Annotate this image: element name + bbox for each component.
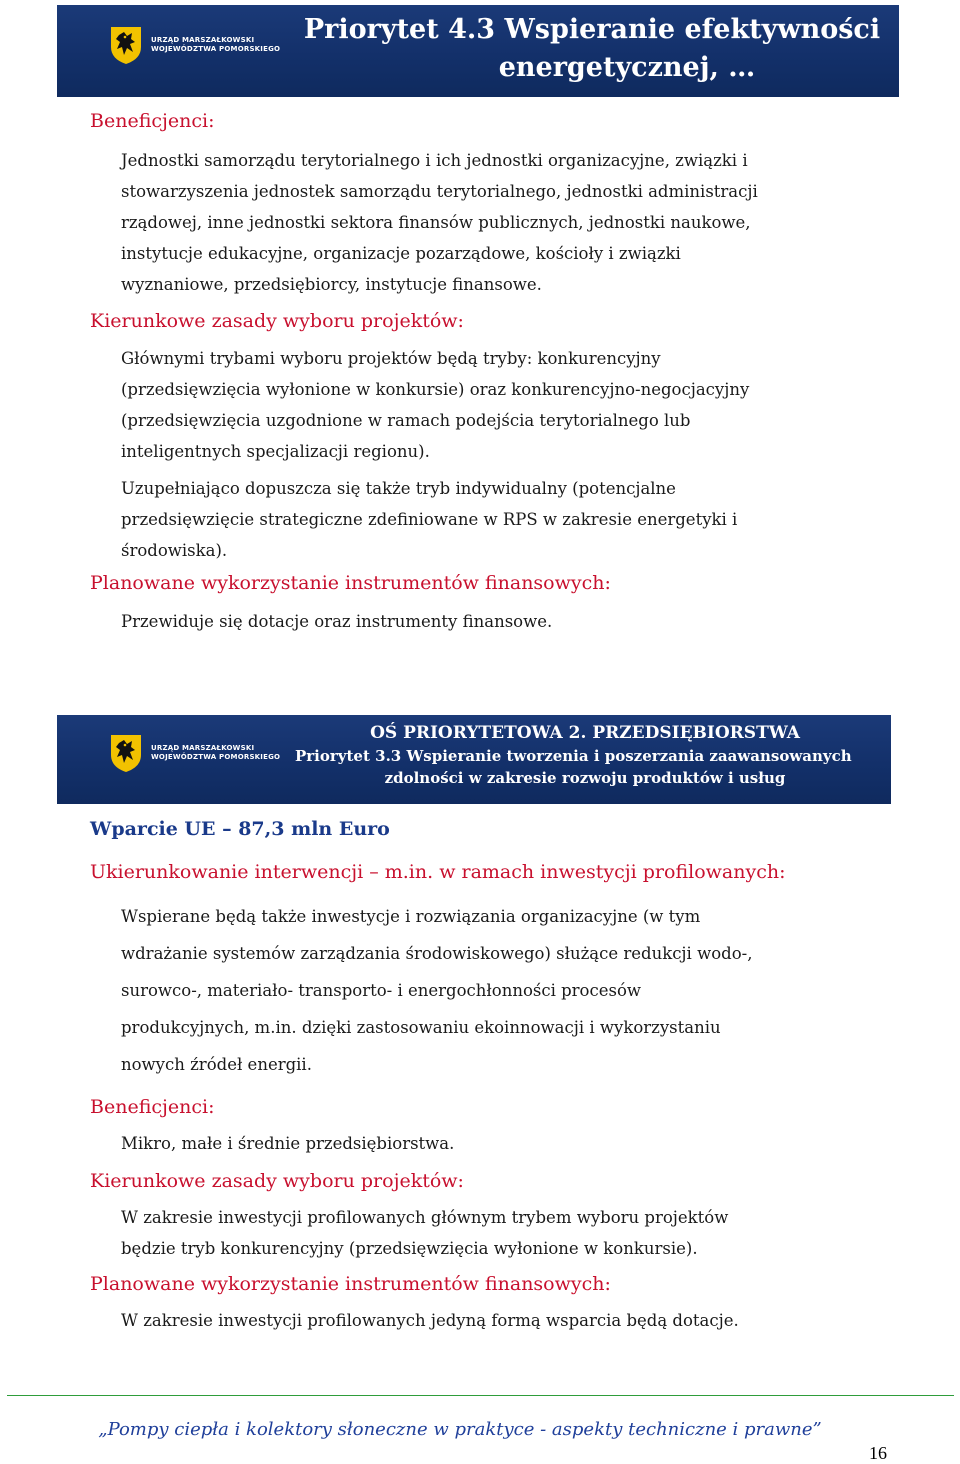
text-line: inteligentnych specjalizacji regionu). — [121, 442, 430, 461]
text-line: rządowej, inne jednostki sektora finansów publicznych, jednostki naukowe, — [121, 213, 751, 232]
paragraph-zasady-uzupelniajaco — [121, 473, 737, 566]
griffin-crest-icon — [109, 25, 143, 65]
text-line: Głównymi trybami wyboru projektów będą tryby: konkurencyjny — [121, 349, 661, 368]
text-line: będzie tryb konkurencyjny (przedsięwzięcia wyłonione w konkursie). — [121, 1239, 698, 1258]
text-line: surowco-, materiało- transporto- i energochłonności procesów — [121, 981, 642, 1000]
griffin-crest-icon — [109, 733, 143, 773]
paragraph-zasady — [121, 343, 749, 467]
slide-title-priorytet-line-2: zdolności w zakresie rozwoju produktów i usług — [384, 769, 786, 787]
logo-line-2: WOJEWÓDZTWA POMORSKIEGO — [151, 753, 281, 761]
paragraph-instrumenty — [121, 1305, 739, 1336]
slide-priorytet-4-3 — [57, 5, 899, 655]
paragraph-beneficjenci — [121, 1128, 454, 1159]
paragraph-beneficjenci — [121, 145, 758, 300]
text-line: nowych źródeł energii. — [121, 1055, 312, 1074]
slide-title-priorytet-line-1: Priorytet 3.3 Wspieranie tworzenia i poszerzania zaawansowanych — [295, 747, 852, 765]
paragraph-instrumenty — [121, 606, 552, 637]
heading-ukierunkowanie: Ukierunkowanie interwencji – m.in. w ramach inwestycji profilowanych: — [90, 861, 786, 883]
text-line: instytucje edukacyjne, organizacje pozarządowe, kościoły i związki — [121, 244, 681, 263]
text-line: (przedsięwzięcia uzgodnione w ramach podejścia terytorialnego lub — [121, 411, 691, 430]
text-line: Mikro, małe i średnie przedsiębiorstwa. — [121, 1134, 455, 1153]
text-line: W zakresie inwestycji profilowanych jedyną formą wsparcia będą dotacje. — [121, 1311, 739, 1330]
logo-line-1: URZĄD MARSZAŁKOWSKI — [151, 36, 255, 44]
slide-header-banner — [57, 715, 891, 804]
logo-line-2: WOJEWÓDZTWA POMORSKIEGO — [151, 45, 281, 53]
text-line: produkcyjnych, m.in. dzięki zastosowaniu ekoinnowacji i wykorzystaniu — [121, 1018, 721, 1037]
text-line: W zakresie inwestycji profilowanych głównym trybem wyboru projektów — [121, 1208, 729, 1227]
text-line: środowiska). — [121, 541, 228, 560]
paragraph-zasady — [121, 1202, 728, 1264]
paragraph-ukierunkowanie — [121, 898, 752, 1083]
slide-priorytet-3-3 — [57, 715, 891, 1345]
heading-instrumenty: Planowane wykorzystanie instrumentów finansowych: — [90, 1273, 611, 1295]
text-line: wdrażanie systemów zarządzania środowiskowego) służące redukcji wodo-, — [121, 944, 753, 963]
text-line: stowarzyszenia jednostek samorządu terytorialnego, jednostki administracji — [121, 182, 758, 201]
text-line: Przewiduje się dotacje oraz instrumenty finansowe. — [121, 612, 553, 631]
page-number: 16 — [869, 1443, 887, 1463]
text-line: przedsięwzięcie strategiczne zdefiniowane w RPS w zakresie energetyki i — [121, 510, 738, 529]
slide-title-line-1: Priorytet 4.3 Wspieranie efektywności — [303, 14, 881, 45]
urzad-marszalkowski-logo — [109, 733, 280, 773]
text-line: wyznaniowe, przedsiębiorcy, instytucje finansowe. — [121, 275, 542, 294]
heading-beneficjenci: Beneficjenci: — [90, 1096, 215, 1118]
heading-beneficjenci: Beneficjenci: — [90, 110, 215, 132]
text-line: Uzupełniająco dopuszcza się także tryb indywidualny (potencjalne — [121, 479, 676, 498]
logo-line-1: URZĄD MARSZAŁKOWSKI — [151, 744, 255, 752]
urzad-marszalkowski-logo — [109, 25, 280, 65]
slide-title-line-2: energetycznej, … — [498, 52, 756, 83]
slide-title — [285, 721, 885, 789]
heading-kierunkowe-zasady: Kierunkowe zasady wyboru projektów: — [90, 1170, 464, 1192]
footer-title: „Pompy ciepła i kolektory słoneczne w praktyce - aspekty techniczne i prawne” — [98, 1419, 822, 1440]
text-line: (przedsięwzięcia wyłonione w konkursie) oraz konkurencyjno-negocjacyjny — [121, 380, 750, 399]
heading-kierunkowe-zasady: Kierunkowe zasady wyboru projektów: — [90, 310, 464, 332]
slide-header-banner — [57, 5, 899, 97]
slide-title-axis: OŚ PRIORYTETOWA 2. PRZEDSIĘBIORSTWA — [370, 723, 800, 743]
slide-title — [297, 11, 887, 87]
text-line: Jednostki samorządu terytorialnego i ich jednostki organizacyjne, związki i — [121, 151, 748, 170]
text-line: Wspierane będą także inwestycje i rozwiązania organizacyjne (w tym — [121, 907, 701, 926]
footer-divider — [7, 1395, 954, 1396]
heading-wsparcie-ue: Wparcie UE – 87,3 mln Euro — [90, 818, 390, 840]
heading-instrumenty: Planowane wykorzystanie instrumentów finansowych: — [90, 572, 611, 594]
